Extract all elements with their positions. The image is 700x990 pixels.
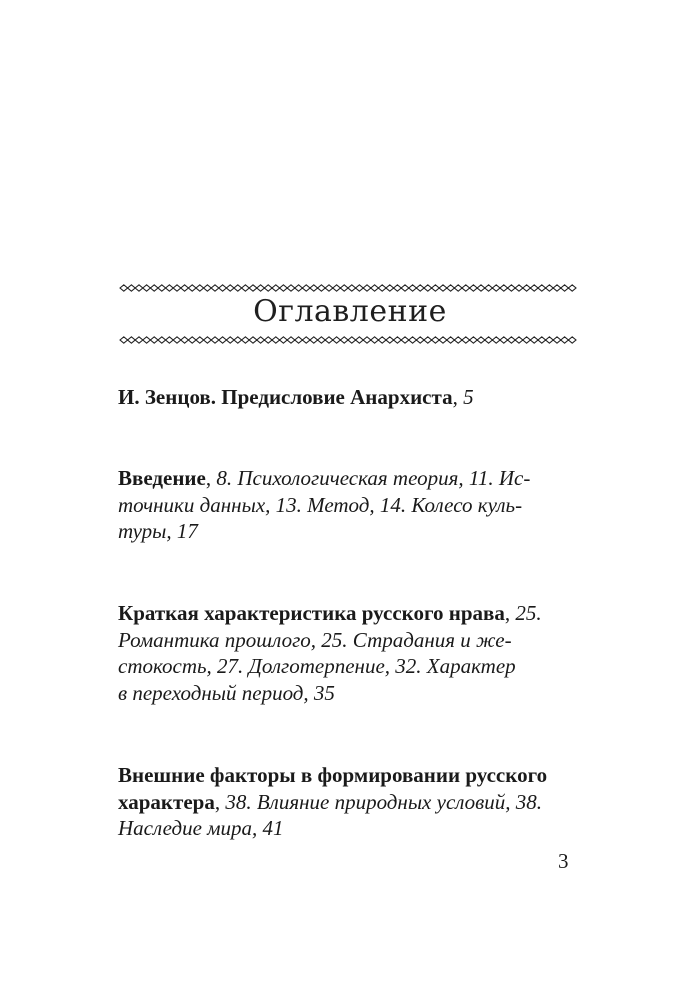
toc-entry [118,762,580,842]
entry-heading-text: Внешние факторы в формировании русского [118,763,548,787]
entry-heading-text: характера [118,789,215,814]
page-title: Оглавление [253,294,447,329]
entry-subsection-text: точники данных, 13. Метод, 14. Колесо куль- [118,492,523,517]
entry-subsection-text: 25. [515,601,542,625]
entry-subsection-text: 5 [463,385,474,409]
entry-subsection-text: в переходный период, 35 [118,680,335,705]
toc-entry [118,384,580,411]
entry-subsection-text: 38. Влияние природных условий, 38. [225,789,543,814]
entry-heading-text: Введение [118,466,206,490]
entry-separator: , [214,789,226,814]
diamond-chain-icon [118,334,580,346]
entry-separator: , [452,385,464,409]
entry-heading-text: Краткая характеристика русского нрава [118,601,505,625]
entry-subsection-text: 8. Психологическая теория, 11. Ис- [216,466,531,490]
ornament-bottom-border [118,334,580,346]
entry-heading-text: И. Зенцов. Предисловие Анархиста [118,385,453,409]
toc-entry [118,465,580,545]
entry-separator: , [504,601,516,625]
entry-subsection-text: Романтика прошлого, 25. Страдания и же- [118,627,512,652]
entry-subsection-text: туры, 17 [118,519,198,543]
diamond-chain-icon [118,282,580,294]
page-number: 3 [558,849,569,873]
entry-subsection-text: Наследие мира, 41 [118,816,284,840]
ornament-top-border [118,282,580,294]
toc-entry [118,600,580,706]
entry-separator: , [205,466,217,490]
entry-subsection-text: стокость, 27. Долготерпение, 32. Характер [118,654,516,678]
